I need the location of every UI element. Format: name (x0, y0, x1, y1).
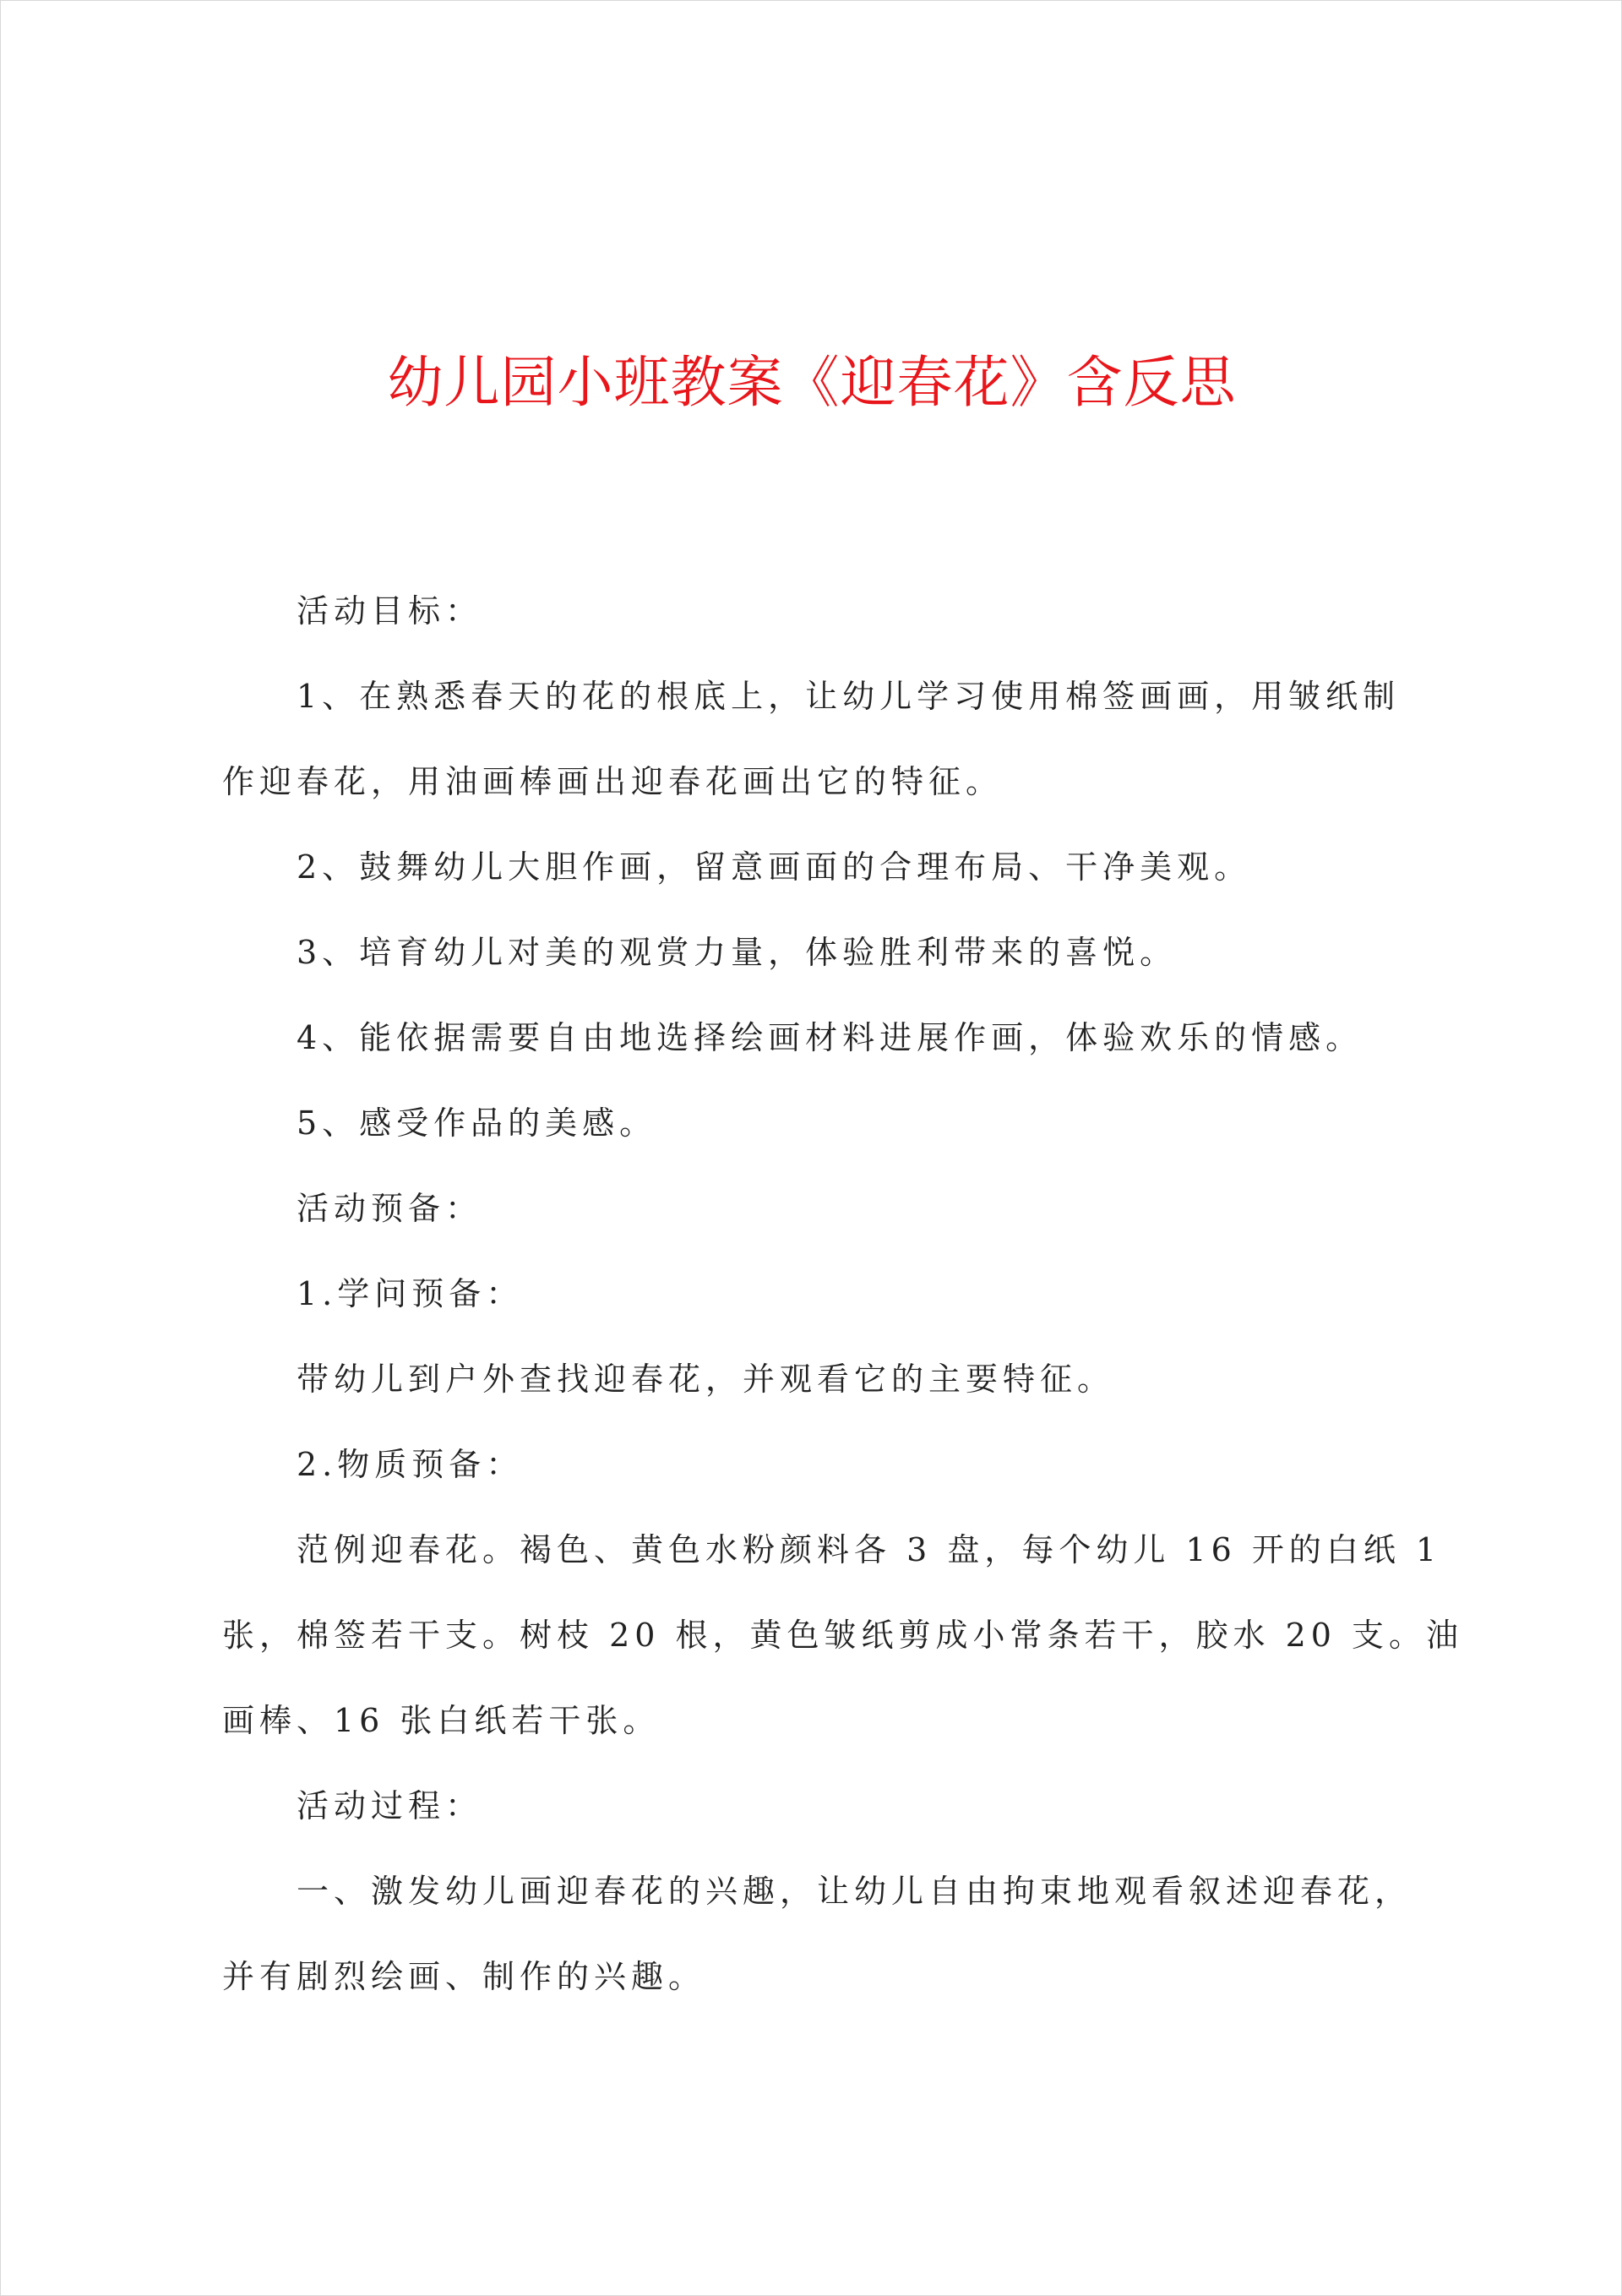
body-line: 1、在熟悉春天的花的根底上，让幼儿学习使用棉签画画，用皱纸制 (297, 678, 1401, 715)
body-line: 一、激发幼儿画迎春花的兴趣，让幼儿自由拘束地观看叙述迎春花， (297, 1873, 1412, 1910)
body-line: 带幼儿到户外查找迎春花，并观看它的主要特征。 (297, 1361, 1115, 1398)
body-line: 1.学问预备： (297, 1275, 524, 1312)
body-line: 活动预备： (297, 1190, 483, 1227)
body-line: 作迎春花，用油画棒画出迎春花画出它的特征。 (222, 763, 1004, 800)
body-line: 张，棉签若干支。树枝 20 根，黄色皱纸剪成小常条若干，胶水 20 支。油 (222, 1617, 1464, 1654)
document-title: 幼儿园小班教案《迎春花》含反思 (387, 350, 1237, 415)
document-body (222, 569, 1464, 2020)
body-line: 范例迎春花。褐色、黄色水粉颜料各 3 盘，每个幼儿 16 开的白纸 1 (297, 1531, 1442, 1568)
body-line: 3、培育幼儿对美的观赏力量，体验胜利带来的喜悦。 (297, 934, 1178, 971)
body-line: 活动目标： (297, 592, 483, 630)
body-line: 2、鼓舞幼儿大胆作画，留意画面的合理布局、干净美观。 (297, 848, 1252, 886)
body-line: 活动过程： (297, 1787, 483, 1824)
body-line: 2.物质预备： (297, 1446, 524, 1483)
body-line: 4、能依据需要自由地选择绘画材料进展作画，体验欢乐的情感。 (297, 1019, 1363, 1056)
body-line: 画棒、16 张白纸若干张。 (222, 1702, 661, 1739)
body-line: 5、感受作品的美感。 (297, 1104, 657, 1142)
body-line: 并有剧烈绘画、制作的兴趣。 (222, 1958, 706, 1995)
